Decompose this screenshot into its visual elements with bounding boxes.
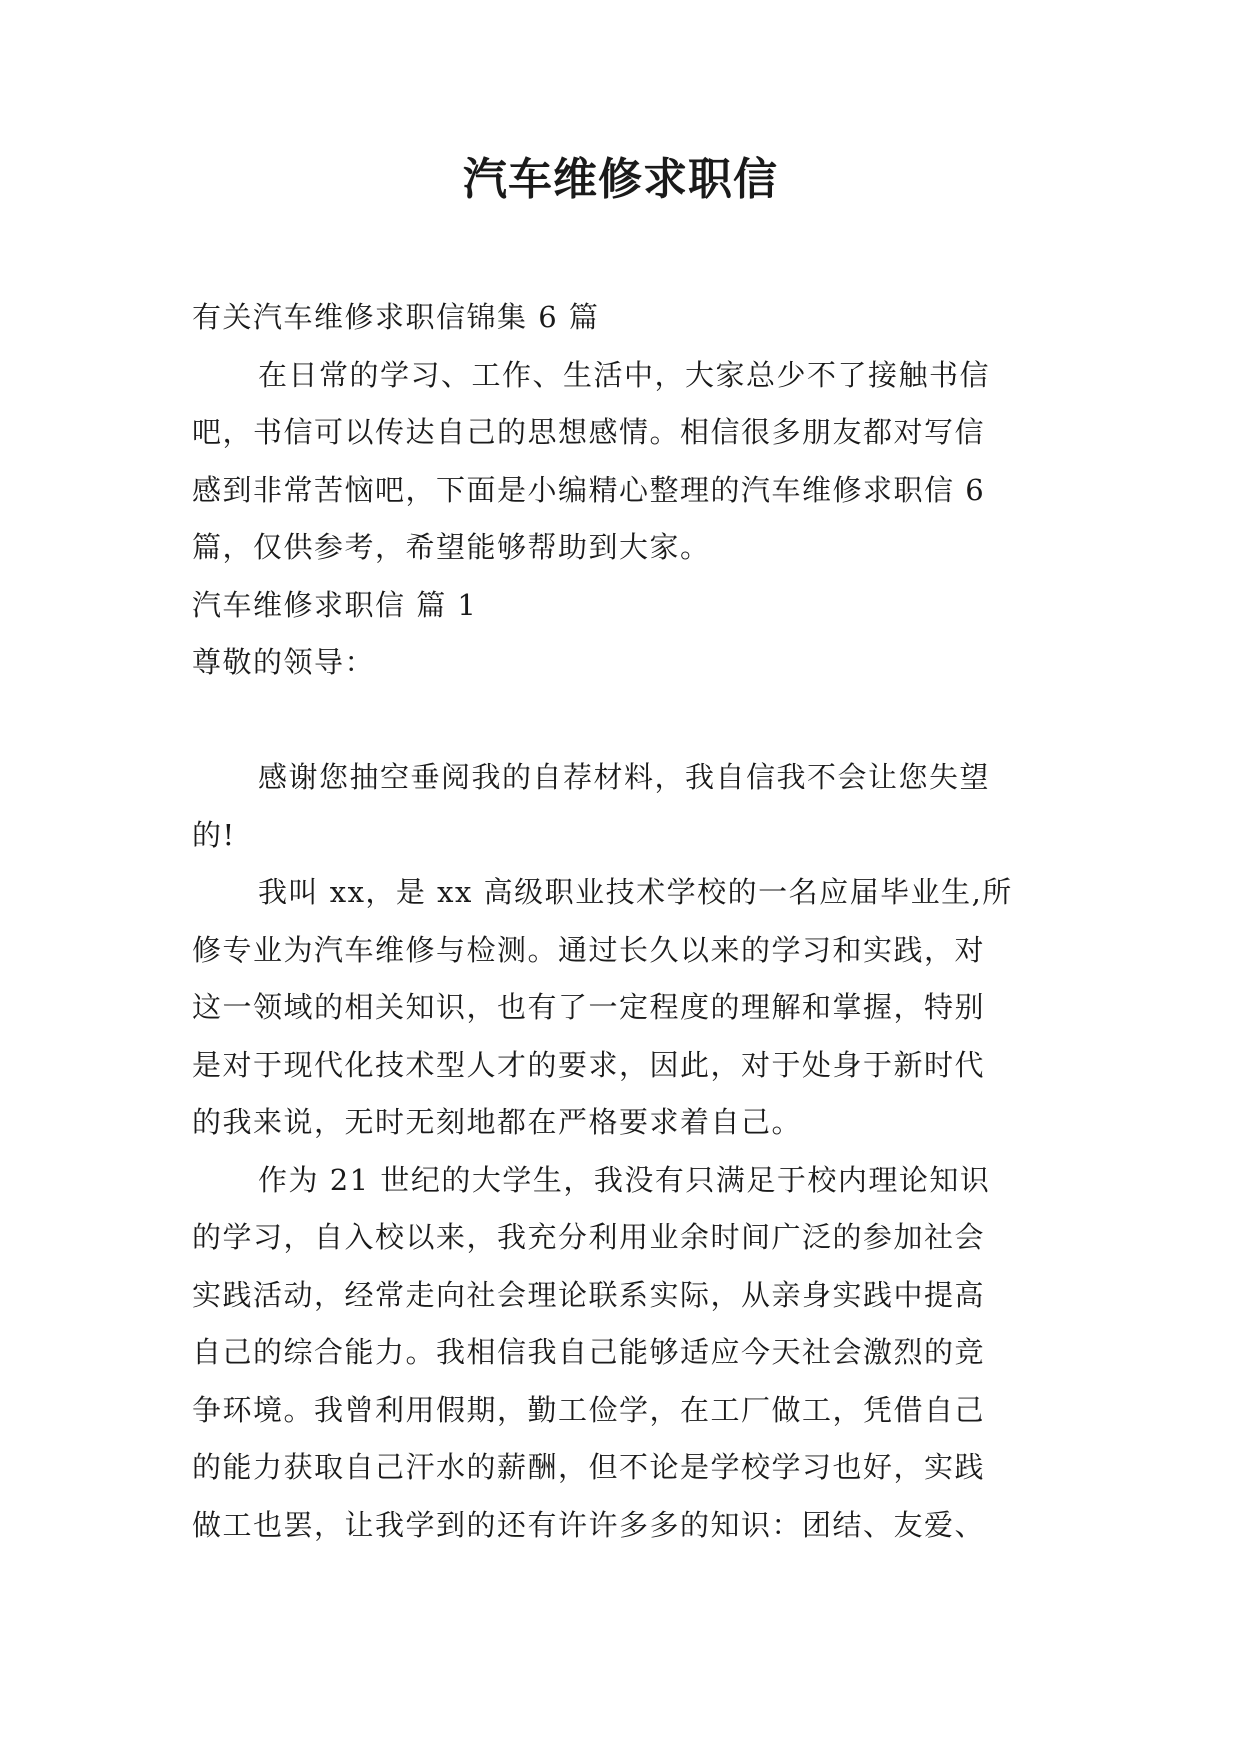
letter-line: 作为 21 世纪的大学生，我没有只满足于校内理论知识: [258, 1162, 991, 1197]
letter-line: 争环境。我曾利用假期，勤工俭学，在工厂做工，凭借自己: [192, 1392, 986, 1427]
collection-heading: 有关汽车维修求职信锦集 6 篇: [192, 300, 600, 334]
letter-line: 自己的综合能力。我相信我自己能够适应今天社会激烈的竞: [192, 1335, 986, 1369]
letter-line: 的能力获取自己汗水的薪酬，但不论是学校学习也好，实践: [192, 1450, 986, 1484]
letter-line: 的学习，自入校以来，我充分利用业余时间广泛的参加社会: [192, 1220, 986, 1254]
salutation: 尊敬的领导：: [192, 645, 376, 679]
document-body: [192, 289, 1072, 1554]
letter-line: 做工也罢，让我学到的还有许许多多的知识：团结、友爱、: [192, 1507, 986, 1542]
intro-line: 感到非常苦恼吧，下面是小编精心整理的汽车维修求职信 6: [192, 472, 986, 507]
letter-line: 是对于现代化技术型人才的要求，因此，对于处身于新时代: [192, 1047, 986, 1082]
blank-line: [192, 692, 1072, 750]
letter-line: 这一领域的相关知识，也有了一定程度的理解和掌握，特别: [192, 990, 986, 1024]
intro-line: 吧，书信可以传达自己的思想感情。相信很多朋友都对写信: [192, 415, 986, 449]
letter-line: 修专业为汽车维修与检测。通过长久以来的学习和实践，对: [192, 932, 986, 967]
letter-line: 我叫 xx，是 xx 高级职业技术学校的一名应届毕业生,所: [258, 875, 1013, 909]
letter-line: 感谢您抽空垂阅我的自荐材料，我自信我不会让您失望: [258, 760, 991, 794]
document-title: 汽车维修求职信: [463, 154, 778, 205]
intro-line: 在日常的学习、工作、生活中，大家总少不了接触书信: [258, 357, 991, 392]
letter-line: 实践活动，经常走向社会理论联系实际，从亲身实践中提高: [192, 1277, 986, 1312]
intro-line: 篇，仅供参考，希望能够帮助到大家。: [192, 530, 711, 564]
letter-line: 的!: [192, 817, 236, 852]
letter-line: 的我来说，无时无刻地都在严格要求着自己。: [192, 1105, 803, 1139]
article-heading: 汽车维修求职信 篇 1: [192, 587, 478, 622]
